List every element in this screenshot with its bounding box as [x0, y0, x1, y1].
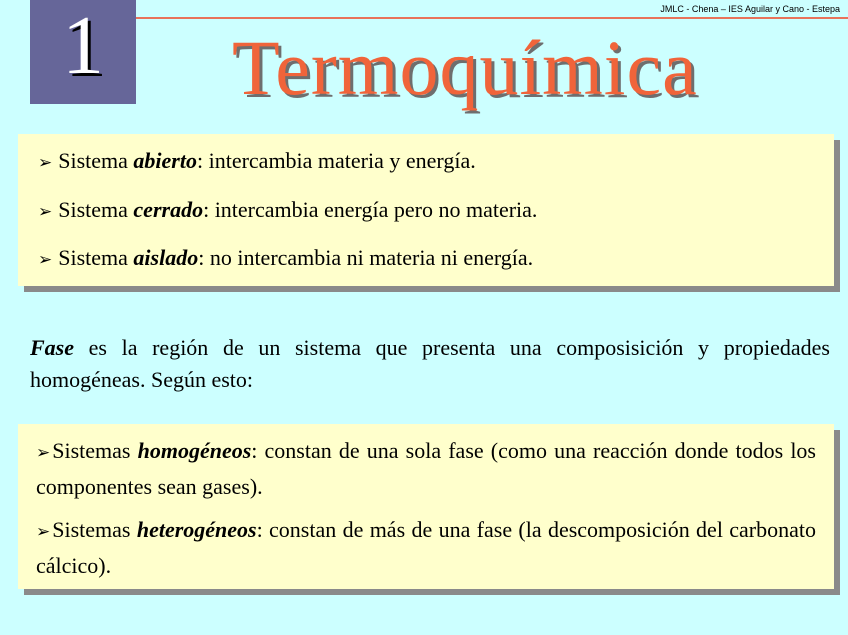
arrow-bullet-icon: ➢ [38, 202, 53, 222]
system-term: aislado [133, 245, 199, 270]
arrow-bullet-icon: ➢ [36, 443, 51, 463]
phase-term: Fase [30, 335, 74, 360]
phase-definition: Fase es la región de un sistema que presenta una composisición y propiedades homogéneas. Según esto: [30, 335, 830, 392]
phase-type-term: heterogéneos [136, 517, 257, 542]
phase-types-box [18, 424, 834, 589]
phase-type-homogeneous: ➢Sistemas homogéneos: constan de una sola fase (como una reacción donde todos los componentes sean gases). [36, 438, 816, 499]
chapter-number: 1 [62, 0, 104, 92]
phase-type-term: homogéneos [137, 438, 252, 463]
system-term: abierto [133, 148, 197, 173]
system-item-closed: ➢ Sistema cerrado: intercambia energía pero no materia. [38, 197, 538, 222]
chapter-badge [30, 0, 136, 104]
arrow-bullet-icon: ➢ [38, 250, 53, 270]
page-title: Termoquímica [232, 24, 698, 111]
system-item-open: ➢ Sistema abierto: intercambia materia y energía. [38, 148, 476, 173]
phase-type-heterogeneous: ➢Sistemas heterogéneos: constan de más de una fase (la descomposición del carbonato cálcico). [36, 517, 817, 578]
arrow-bullet-icon: ➢ [36, 522, 51, 542]
systems-box [18, 134, 834, 286]
header-rule [136, 17, 848, 19]
author-credit: JMLC - Chena – IES Aguilar y Cano - Estepa [660, 4, 840, 14]
system-term: cerrado [133, 197, 204, 222]
system-item-isolated: ➢ Sistema aislado: no intercambia ni materia ni energía. [38, 245, 534, 270]
arrow-bullet-icon: ➢ [38, 153, 53, 173]
